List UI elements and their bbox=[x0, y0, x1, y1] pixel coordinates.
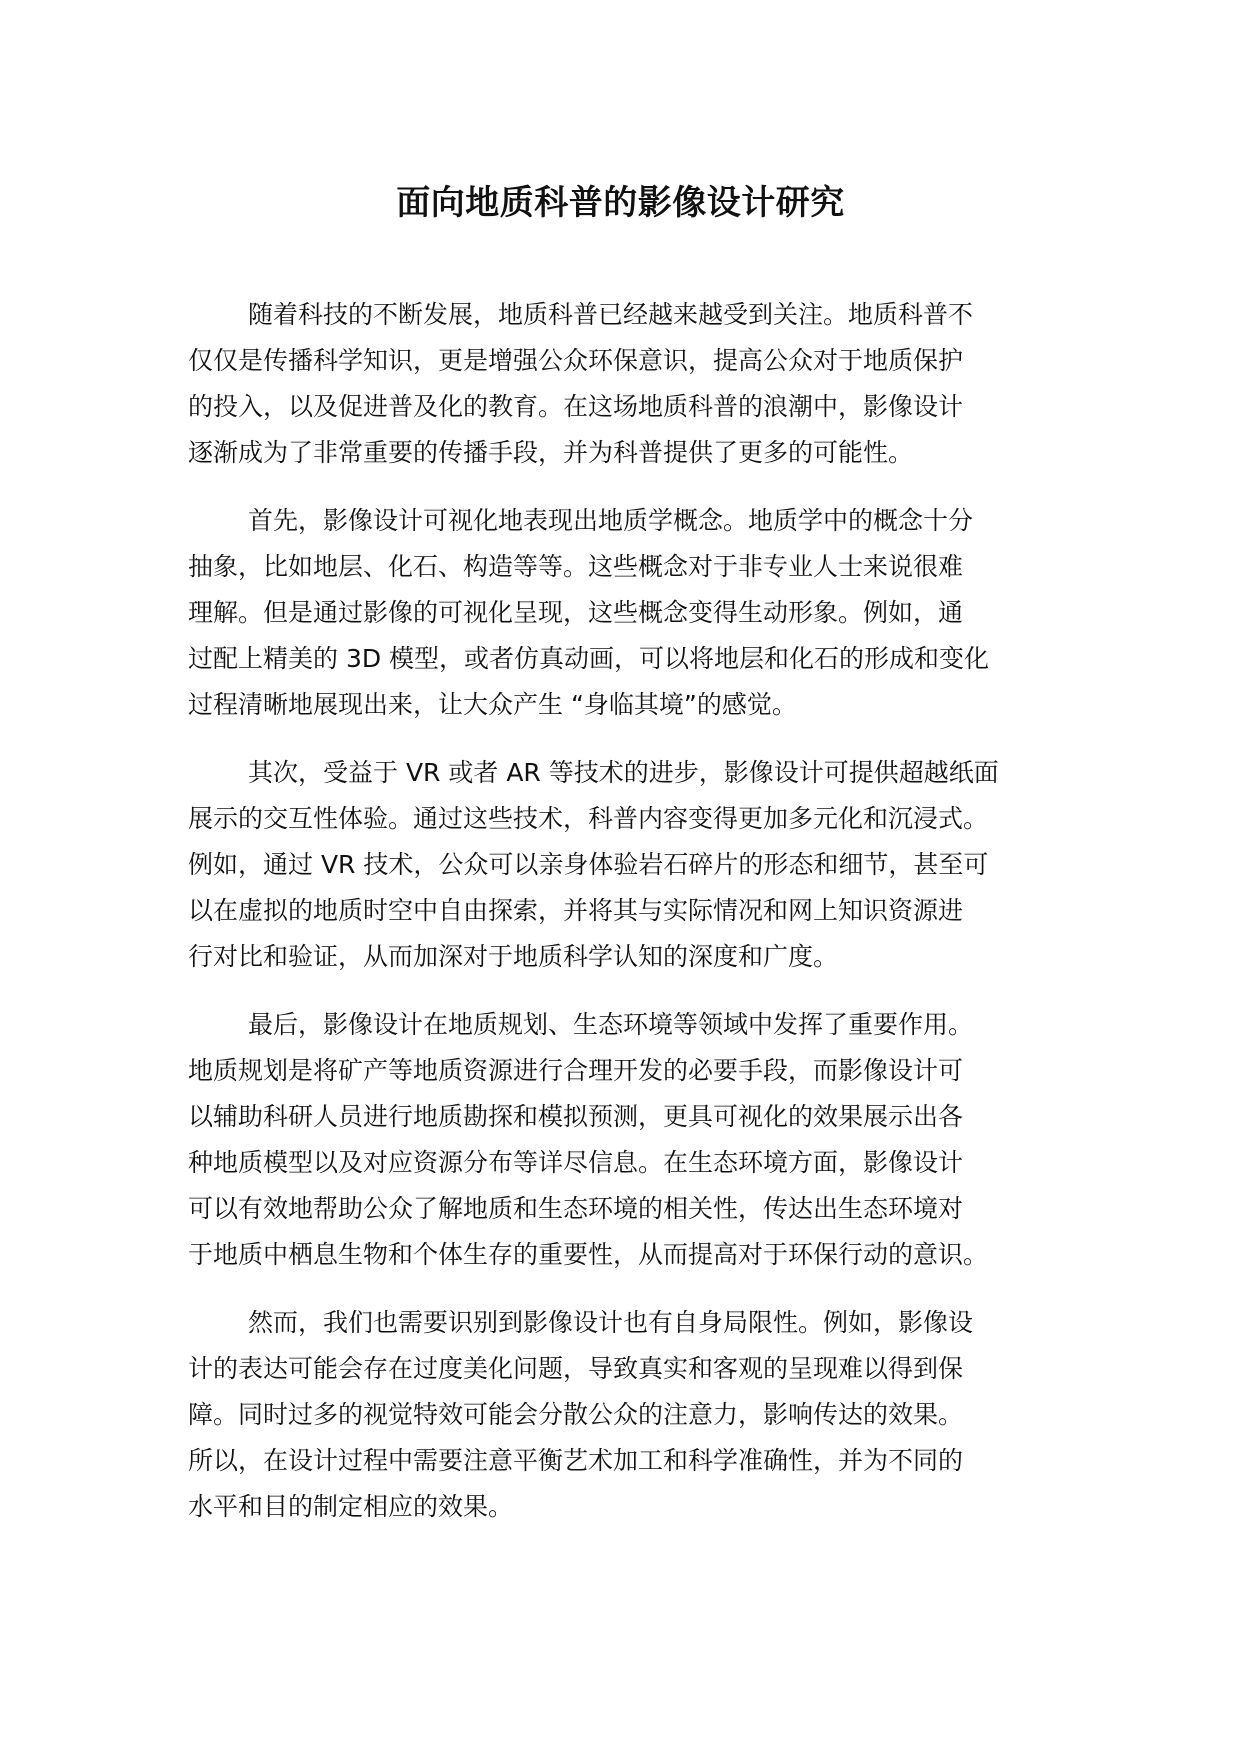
text-line: 展示的交互性体验。通过这些技术，科普内容变得更加多元化和沉浸式。 bbox=[188, 804, 989, 833]
text-line: 随着科技的不断发展，地质科普已经越来越受到关注。地质科普不 bbox=[248, 300, 974, 329]
text-line: 其次，受益于 VR 或者 AR 等技术的进步，影像设计可提供超越纸面 bbox=[248, 758, 999, 787]
text-line: 过配上精美的 3D 模型，或者仿真动画，可以将地层和化石的形成和变化 bbox=[188, 644, 990, 673]
paragraph-4 bbox=[188, 1002, 1068, 1278]
paragraph-2 bbox=[188, 498, 1068, 728]
text-line: 逐渐成为了非常重要的传播手段，并为科普提供了更多的可能性。 bbox=[188, 438, 914, 467]
document-body bbox=[188, 292, 1068, 1552]
paragraph-1 bbox=[188, 292, 1068, 476]
text-line: 行对比和验证，从而加深对于地质科学认知的深度和广度。 bbox=[188, 942, 839, 971]
text-line: 可以有效地帮助公众了解地质和生态环境的相关性，传达出生态环境对 bbox=[188, 1194, 964, 1223]
text-line: 地质规划是将矿产等地质资源进行合理开发的必要手段，而影像设计可 bbox=[188, 1056, 964, 1085]
paragraph-5 bbox=[188, 1300, 1068, 1530]
text-line: 水平和目的制定相应的效果。 bbox=[188, 1492, 514, 1521]
text-line: 的投入，以及促进普及化的教育。在这场地质科普的浪潮中，影像设计 bbox=[188, 392, 964, 421]
paragraph-3 bbox=[188, 750, 1068, 980]
text-line: 于地质中栖息生物和个体生存的重要性，从而提高对于环保行动的意识。 bbox=[188, 1240, 989, 1269]
text-line: 种地质模型以及对应资源分布等详尽信息。在生态环境方面，影像设计 bbox=[188, 1148, 964, 1177]
text-line: 以辅助科研人员进行地质勘探和模拟预测，更具可视化的效果展示出各 bbox=[188, 1102, 964, 1131]
text-line: 计的表达可能会存在过度美化问题，导致真实和客观的呈现难以得到保 bbox=[188, 1354, 964, 1383]
text-line: 障。同时过多的视觉特效可能会分散公众的注意力，影响传达的效果。 bbox=[188, 1400, 964, 1429]
text-line: 然而，我们也需要识别到影像设计也有自身局限性。例如，影像设 bbox=[248, 1308, 974, 1337]
text-line: 所以，在设计过程中需要注意平衡艺术加工和科学准确性，并为不同的 bbox=[188, 1446, 964, 1475]
text-line: 首先，影像设计可视化地表现出地质学概念。地质学中的概念十分 bbox=[248, 506, 974, 535]
text-line: 理解。但是通过影像的可视化呈现，这些概念变得生动形象。例如，通 bbox=[188, 598, 964, 627]
text-line: 过程清晰地展现出来，让大众产生 “身临其境”的感觉。 bbox=[188, 690, 797, 719]
document-title: 面向地质科普的影像设计研究 bbox=[396, 183, 845, 223]
text-line: 以在虚拟的地质时空中自由探索，并将其与实际情况和网上知识资源进 bbox=[188, 896, 964, 925]
text-line: 最后，影像设计在地质规划、生态环境等领域中发挥了重要作用。 bbox=[248, 1010, 974, 1039]
text-line: 仅仅是传播科学知识，更是增强公众环保意识，提高公众对于地质保护 bbox=[188, 346, 964, 375]
text-line: 例如，通过 VR 技术，公众可以亲身体验岩石碎片的形态和细节，甚至可 bbox=[188, 850, 989, 879]
text-line: 抽象，比如地层、化石、构造等等。这些概念对于非专业人士来说很难 bbox=[188, 552, 964, 581]
